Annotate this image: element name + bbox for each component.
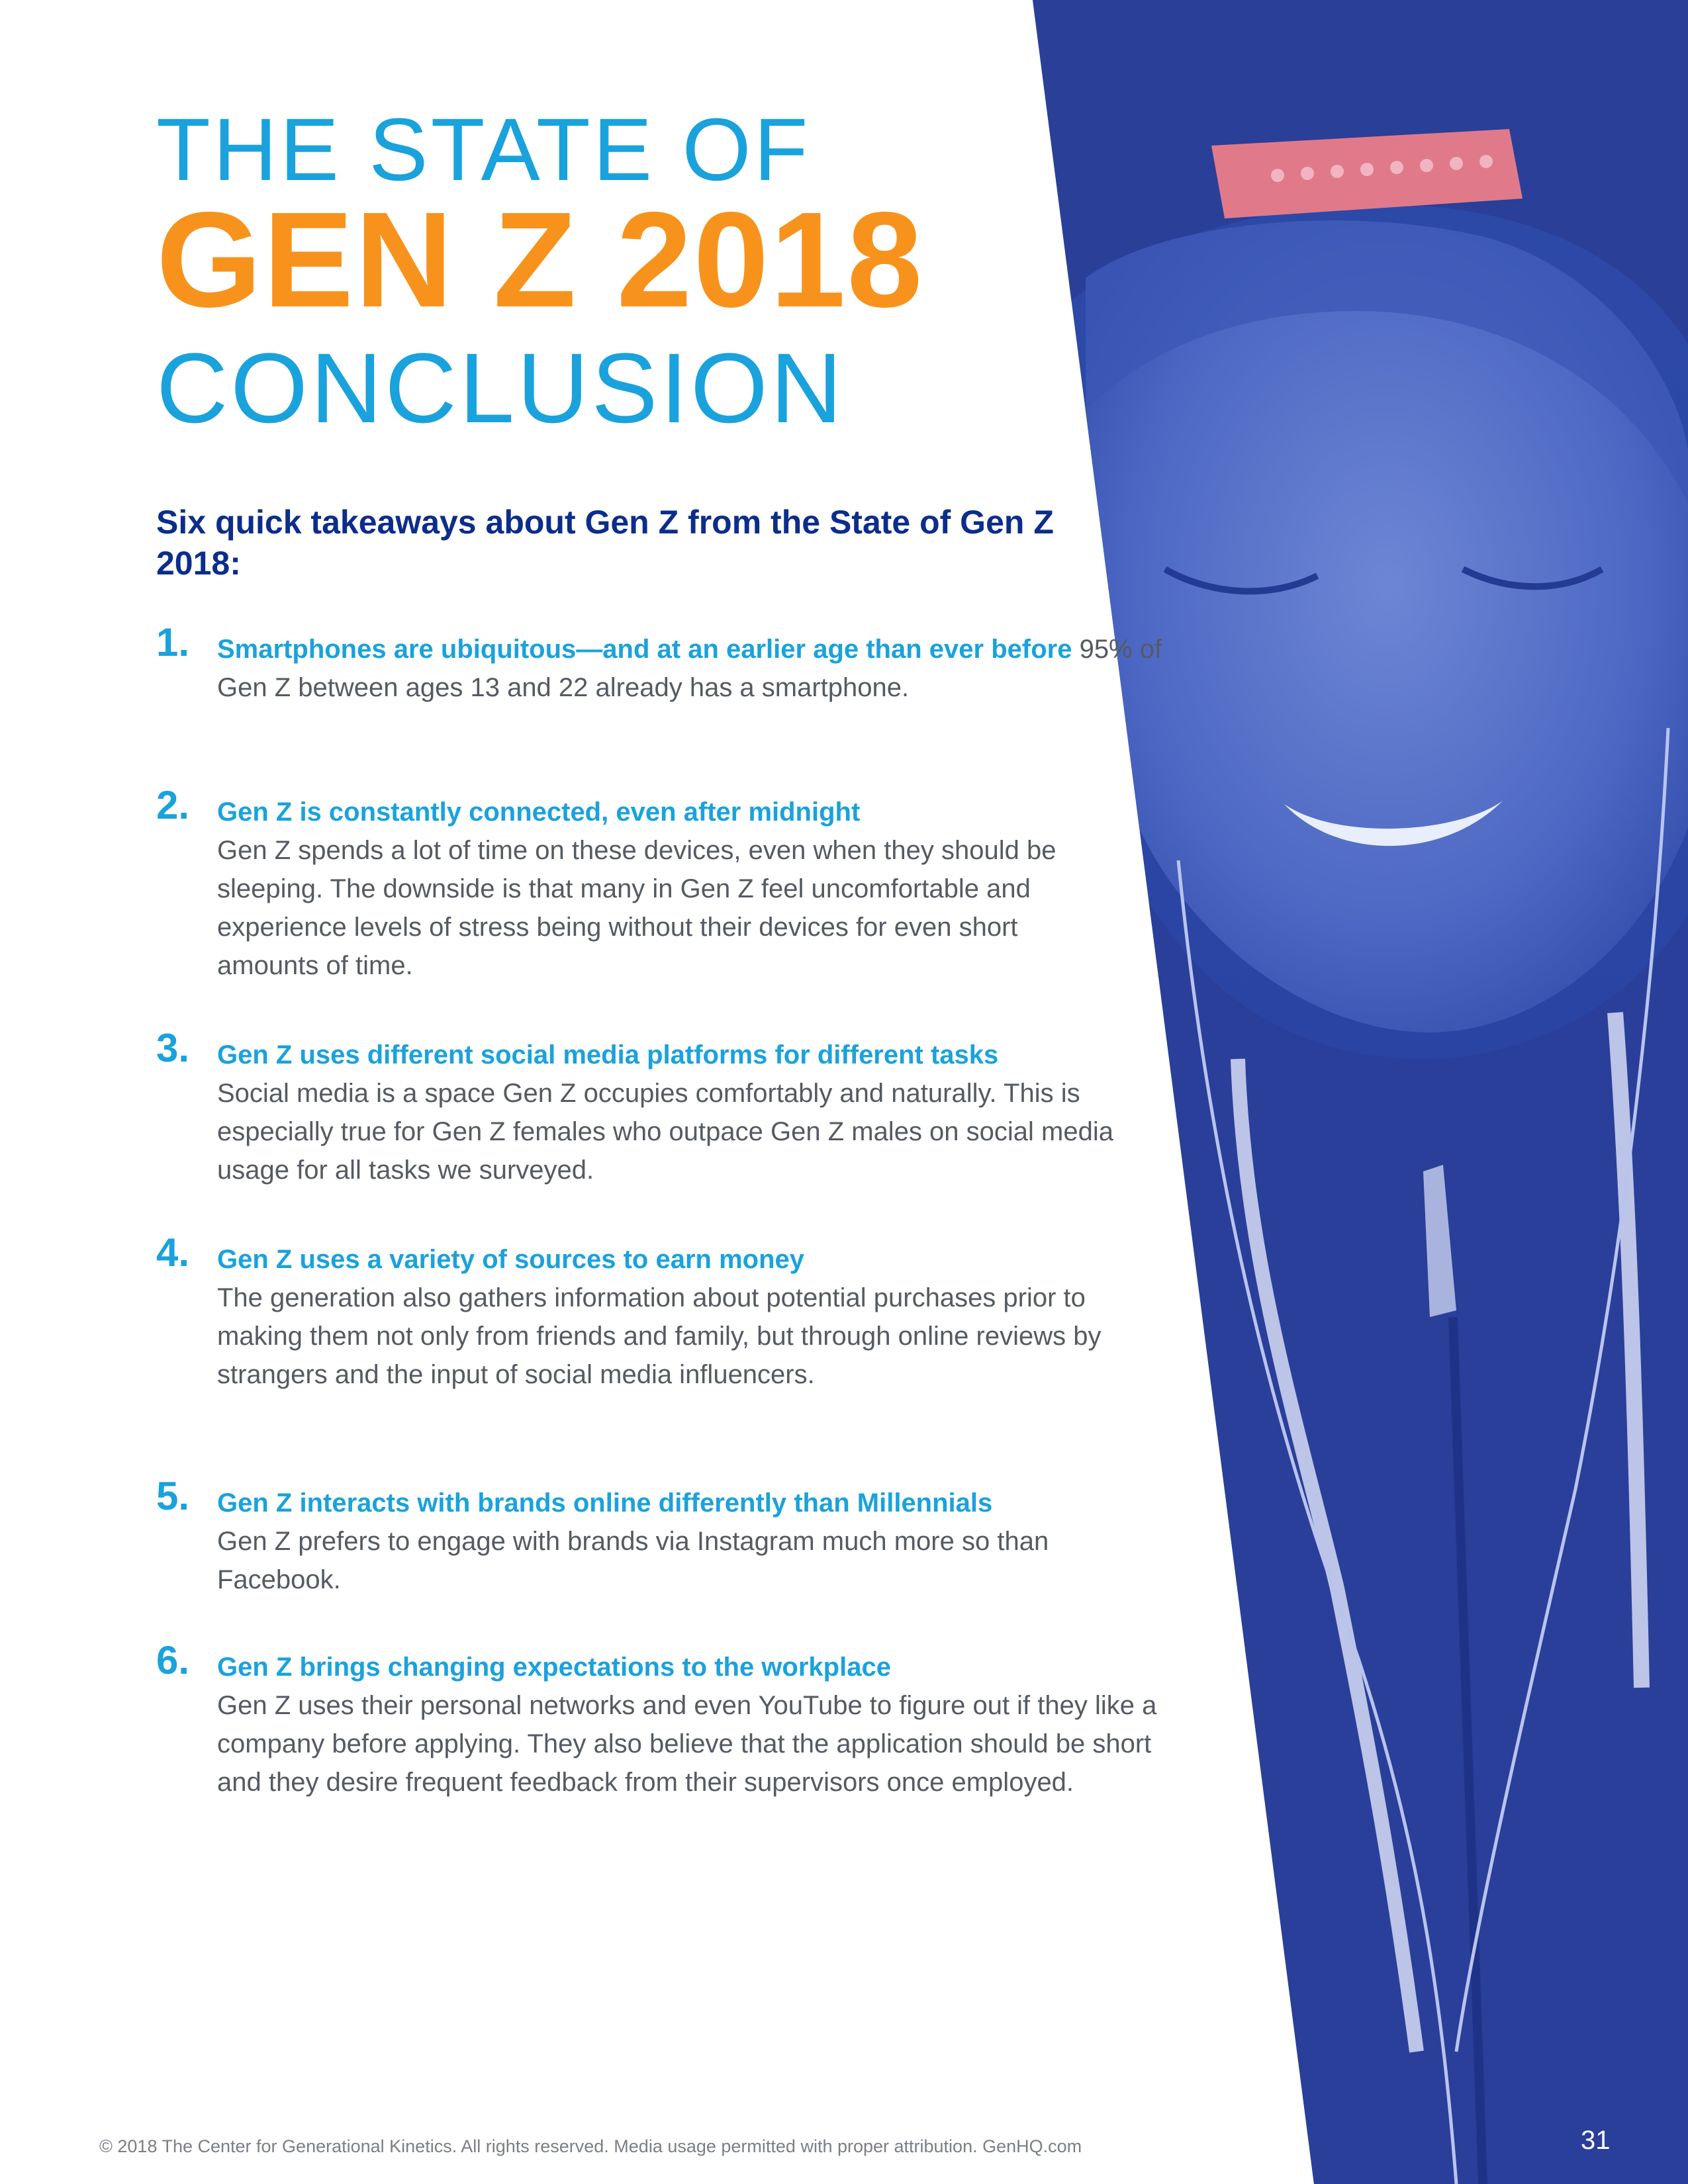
copyright-footer: © 2018 The Center for Generational Kinetics. All rights reserved. Media usage permitted with proper attribution. GenHQ.com [99, 2136, 1082, 2156]
item-text [217, 793, 1170, 985]
item-text [217, 630, 1170, 707]
item-body: Social media is a space Gen Z occupies comfortably and naturally. This is especially true for Gen Z females who outpace Gen Z males on social media usage for all tasks we surveyed. [217, 1079, 1113, 1185]
intro-heading: Six quick takeaways about Gen Z from the State of Gen Z 2018: [156, 504, 1054, 582]
title-line-1: THE STATE OF [156, 101, 811, 199]
item-heading: Smartphones are ubiquitous—and at an earlier age than ever before [217, 635, 1072, 664]
item-body: Gen Z uses their personal networks and even YouTube to figure out if they like a company before applying. They also believe that the application should be short and they desire frequent feedback from their supervisors once employed. [217, 1691, 1157, 1797]
item-heading: Gen Z interacts with brands online differently than Millennials [217, 1488, 993, 1518]
title-line-2: GEN Z 2018 [156, 184, 924, 336]
item-text [217, 1484, 1170, 1599]
item-number: 6. [156, 1638, 190, 1682]
item-heading: Gen Z is constantly connected, even after midnight [217, 797, 861, 827]
item-text [217, 1648, 1170, 1801]
item-number: 2. [156, 783, 190, 827]
item-number: 4. [156, 1230, 190, 1275]
item-body: The generation also gathers information about potential purchases prior to making them not only from friends and family, but through online reviews by strangers and the input of social media influencers. [217, 1283, 1102, 1389]
item-text [217, 1240, 1170, 1394]
item-body: Gen Z prefers to engage with brands via Instagram much more so than Facebook. [217, 1527, 1049, 1594]
item-body: 95% of Gen Z between ages 13 and 22 already has a smartphone. [217, 635, 1162, 702]
item-heading: Gen Z uses different social media platforms for different tasks [217, 1040, 999, 1069]
item-body: Gen Z spends a lot of time on these devices, even when they should be sleeping. The downside is that many in Gen Z feel uncomfortable and experience levels of stress being without their devices for even short amounts of time. [217, 836, 1056, 980]
page-number: 31 [1581, 2126, 1611, 2155]
item-heading: Gen Z brings changing expectations to the workplace [217, 1653, 891, 1682]
item-number: 1. [156, 620, 190, 664]
item-number: 3. [156, 1026, 190, 1070]
item-heading: Gen Z uses a variety of sources to earn money [217, 1245, 804, 1274]
item-text [217, 1036, 1170, 1189]
item-number: 5. [156, 1474, 190, 1518]
title-line-3: CONCLUSION [156, 332, 845, 443]
